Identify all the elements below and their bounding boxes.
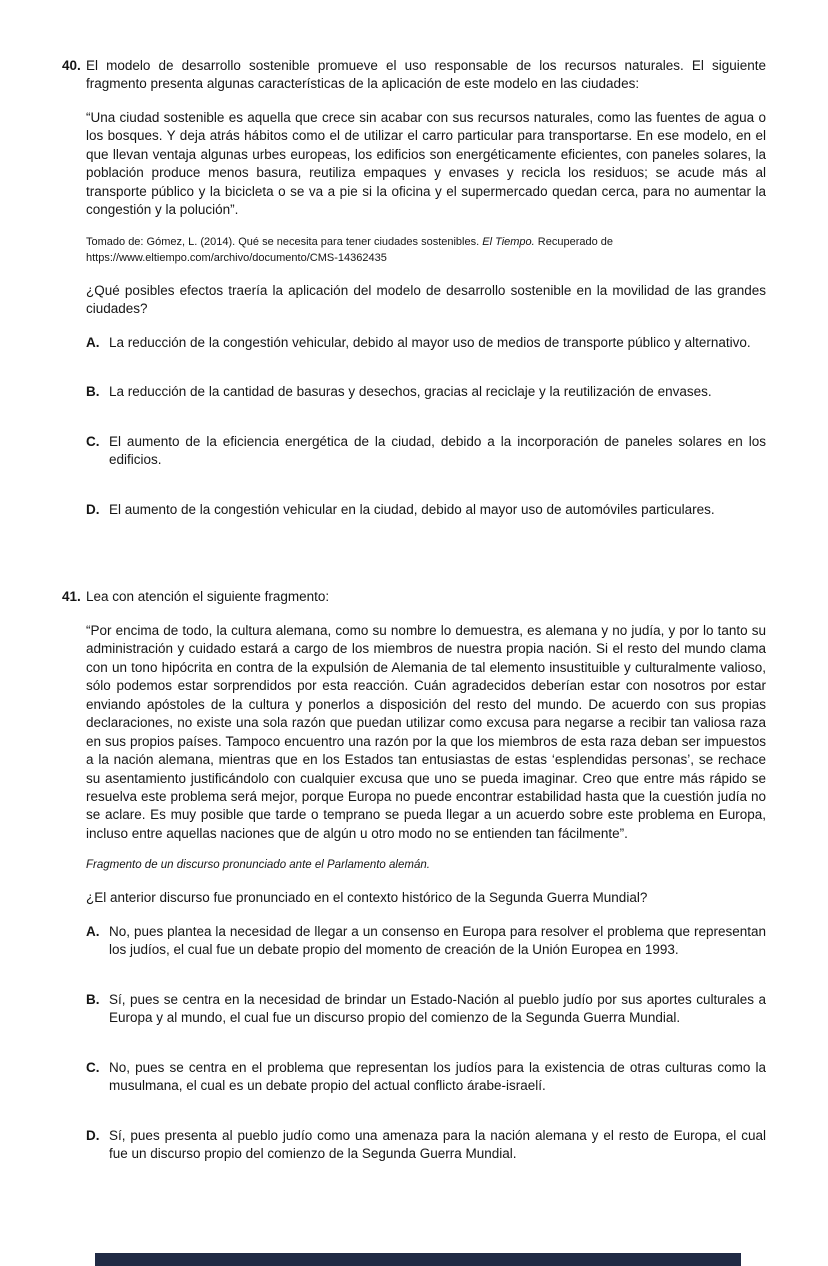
option-label: B. [86,384,100,400]
question-body [86,57,766,550]
question-number: 41. [62,589,81,605]
source-title-italic: El Tiempo. [482,235,535,248]
reading-fragment: “Por encima de todo, la cultura alemana, como su nombre lo demuestra, es alemana y no judía, y por lo tanto su administración y cuidado estará a cargo de los miembros de nuestra propia nación. Si el resto del mundo clama con un tono hipócrita en contra de la expulsión de Alemania de tal elemento insustituible y culturalmente valioso, sólo podemos estar sorprendidos por esta reacción. Cuán agradecidos deberían estar con nosotros por estar enviando apóstoles de la cultura y ponerlos a disposición del resto del mundo. De acuerdo con sus propias declaraciones, no existe una sola razón que puedan utilizar como excusa para negarse a recibir tan valiosa raza en sus propios países. Tampoco encuentro una razón por la que los miembros de esta raza deban ser impuestos a la nación alemana, mientras que en los Estados tan entusiastas de estas ‘esplendidas personas’, se rechace su asentamiento justificándolo con cualquier excusa que uno se pueda imaginar. Creo que entre más rápido se resuelva este problema será mejor, porque Europa no puede encontrar estabilidad hasta que la cuestión judía no se aclare. Es muy posible que tarde o temprano se pueda llegar a un acuerdo sobre este problema en Europa, incluso entre aquellas naciones que de algún u otro modo no se entienden tan fácilmente”. [86,622,766,841]
option-40-b [86,383,766,416]
option-text: Sí, pues presenta al pueblo judío como una amenaza para la nación alemana y el resto de Europa, el cual fue un discurso propio del comienzo de la Segunda Guerra Mundial. [109,1127,766,1162]
option-40-a [86,334,766,367]
option-40-d [86,501,766,534]
source-text: Tomado de: Gómez, L. (2014). Qué se necesita para tener ciudades sostenibles. [86,235,483,248]
question-body [86,588,766,1194]
reading-fragment: “Una ciudad sostenible es aquella que crece sin acabar con sus recursos naturales, como las fuentes de agua o los bosques. Y deja atrás hábitos como el de utilizar el carro particular para transportarse. En ese modelo, en el que llevan ventaja algunas urbes europeas, los edificios son energéticamente eficientes, con paneles solares, la población produce menos basura, reutiliza empaques y envases y recicla los residuos; se acude más al transporte público y la bicicleta o se va a pie si la oficina y el supermercado quedan cerca, para no aumentar la congestión y la polución”. [86,109,766,218]
option-label: A. [86,923,100,939]
option-label: B. [86,991,100,1007]
footer-bar [95,1253,741,1266]
option-label: C. [86,1059,100,1075]
option-text: No, pues plantea la necesidad de llegar a un consenso en Europa para resolver el problema que representan los judíos, el cual fue un debate propio del momento de creación de la Unión Europea en 1993. [109,923,766,958]
source-citation [86,235,766,267]
question-prompt: ¿Qué posibles efectos traería la aplicación del modelo de desarrollo sostenible en la movilidad de las grandes ciudades? [86,282,766,317]
option-label: D. [86,501,100,517]
question-prompt: ¿El anterior discurso fue pronunciado en el contexto histórico de la Segunda Guerra Mundial? [86,890,648,906]
option-text: La reducción de la congestión vehicular, debido al mayor uso de medios de transporte público y alternativo. [109,334,751,350]
question-40 [62,57,766,550]
option-text: El aumento de la eficiencia energética de la ciudad, debido a la incorporación de paneles solares en los edificios. [109,433,766,468]
option-label: D. [86,1127,100,1143]
option-40-c [86,433,766,485]
option-text: No, pues se centra en el problema que representan los judíos para la existencia de otras culturas como la musulmana, el cual es un debate propio del actual conflicto árabe-israelí. [109,1059,766,1094]
question-number: 40. [62,58,81,73]
option-41-d [86,1127,766,1179]
source-url: https://www.eltiempo.com/archivo/documento/CMS-14362435 [86,251,387,264]
source-text-suffix: Recuperado de [534,235,613,248]
option-41-c [86,1059,766,1111]
option-41-b [86,991,766,1043]
option-41-a [86,923,766,975]
option-text: La reducción de la cantidad de basuras y desechos, gracias al reciclaje y la reutilización de envases. [109,384,712,400]
option-label: C. [86,433,100,449]
option-label: A. [86,334,100,350]
option-text: Sí, pues se centra en la necesidad de brindar un Estado-Nación al pueblo judío por sus aportes culturales a Europa y al mundo, el cual fue un discurso propio del comienzo de la Segunda Guerra Mundial. [109,991,766,1026]
option-text: El aumento de la congestión vehicular en la ciudad, debido al mayor uso de automóviles particulares. [109,501,715,517]
question-intro: Lea con atención el siguiente fragmento: [86,589,330,605]
question-41 [62,588,766,1194]
source-citation: Fragmento de un discurso pronunciado ante el Parlamento alemán. [86,859,430,872]
question-intro: El modelo de desarrollo sostenible promueve el uso responsable de los recursos naturales. El siguiente fragmento presenta algunas características de la aplicación de este modelo en las ciudades: [86,58,766,92]
